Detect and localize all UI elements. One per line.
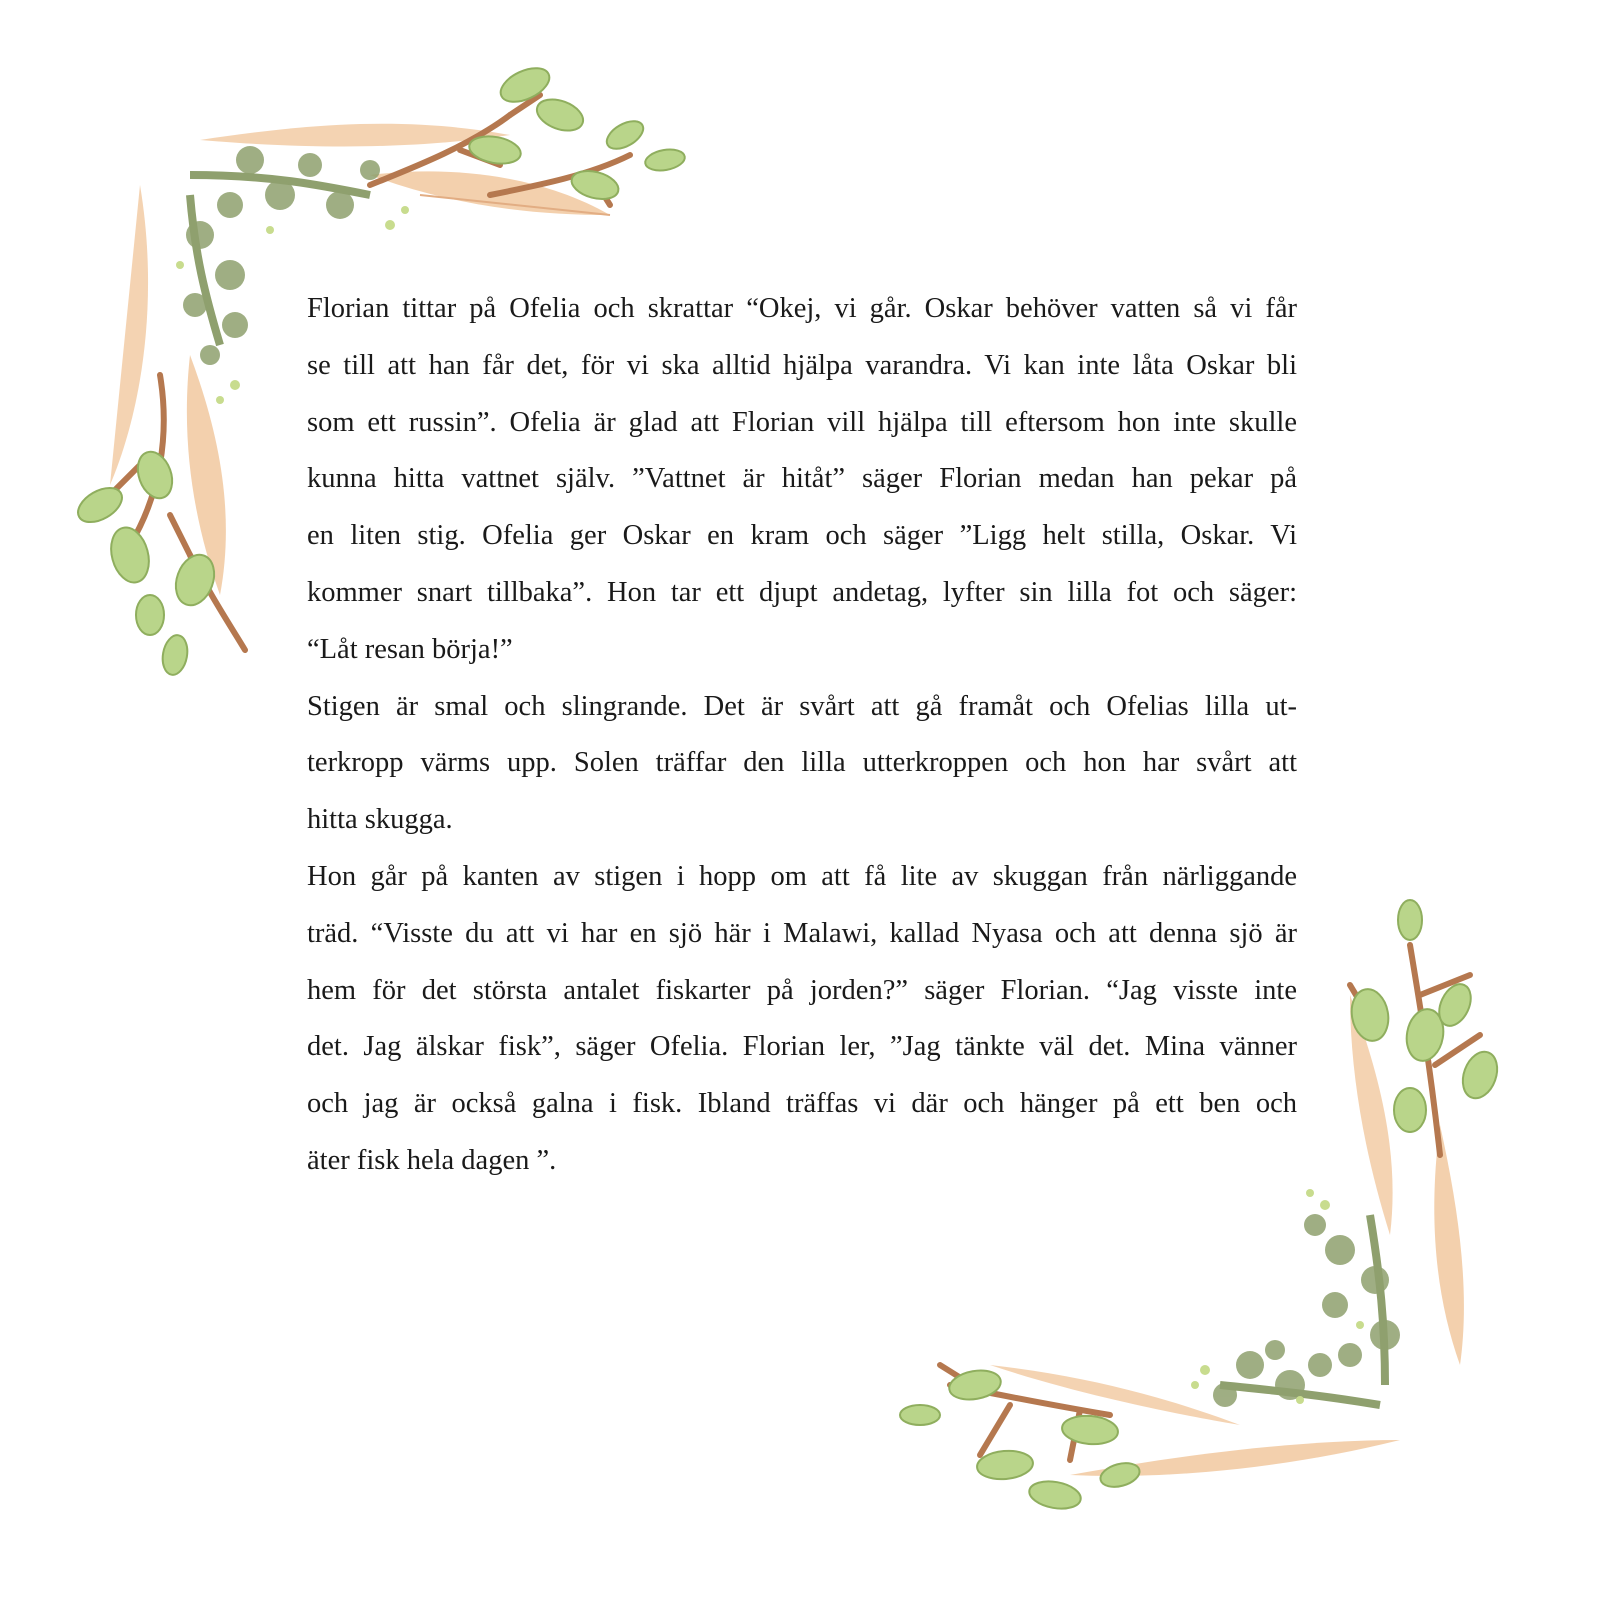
story-paragraph-2 [307,679,1297,849]
story-line: hem för det största antalet fiskarter på jorden?” säger Florian. “Jag visste inte [307,974,1297,1006]
story-line: “Låt resan börja!” [307,633,513,665]
story-line: en liten stig. Ofelia ger Oskar en kram och säger ”Ligg helt stilla, Oskar. Vi [307,520,1297,552]
story-line: äter fisk hela dagen ”. [307,1144,557,1176]
feather-plume-horizontal-top [200,124,610,215]
story-line: och jag är också galna i fisk. Ibland träffas vi där och hänger på ett ben och [307,1088,1297,1120]
moss-sprig [1191,1189,1400,1407]
story-line: kommer snart tillbaka”. Hon tar ett djupt andetag, lyfter sin lilla fot och säger: [307,576,1297,608]
story-line: terkropp värms upp. Solen träffar den lilla utterkroppen och hon har svårt att [307,747,1297,779]
feather-plume-vertical-right [1350,995,1464,1365]
story-line: Florian tittar på Ofelia och skrattar “Okej, vi går. Oskar behöver vatten så vi får [307,293,1297,324]
story-paragraph-3 [307,849,1297,1190]
story-line: kunna hitta vattnet själv. ”Vattnet är hitåt” säger Florian medan han pekar på [307,463,1297,495]
feather-plume-horizontal-bottom [990,1365,1400,1476]
story-line: det. Jag älskar fisk”, säger Ofelia. Florian ler, ”Jag tänkte väl det. Mina vänner [307,1031,1297,1063]
story-line: hitta skugga. [307,804,453,836]
feather-plume-vertical-left [110,185,226,595]
story-line: träd. “Visste du att vi har en sjö här i Malawi, kallad Nyasa och att denna sjö är [307,917,1297,949]
story-text [307,281,1297,1190]
story-line: som ett russin”. Ofelia är glad att Florian vill hjälpa till eftersom hon inte skulle [307,406,1297,438]
story-paragraph-1 [307,281,1297,679]
story-line: Stigen är smal och slingrande. Det är svårt att gå framåt och Ofelias lilla ut- [307,690,1297,722]
story-line: se till att han får det, för vi ska alltid hjälpa varandra. Vi kan inte låta Oskar bli [307,349,1297,381]
story-line: Hon går på kanten av stigen i hopp om att få lite av skuggan från närliggande [307,860,1297,892]
